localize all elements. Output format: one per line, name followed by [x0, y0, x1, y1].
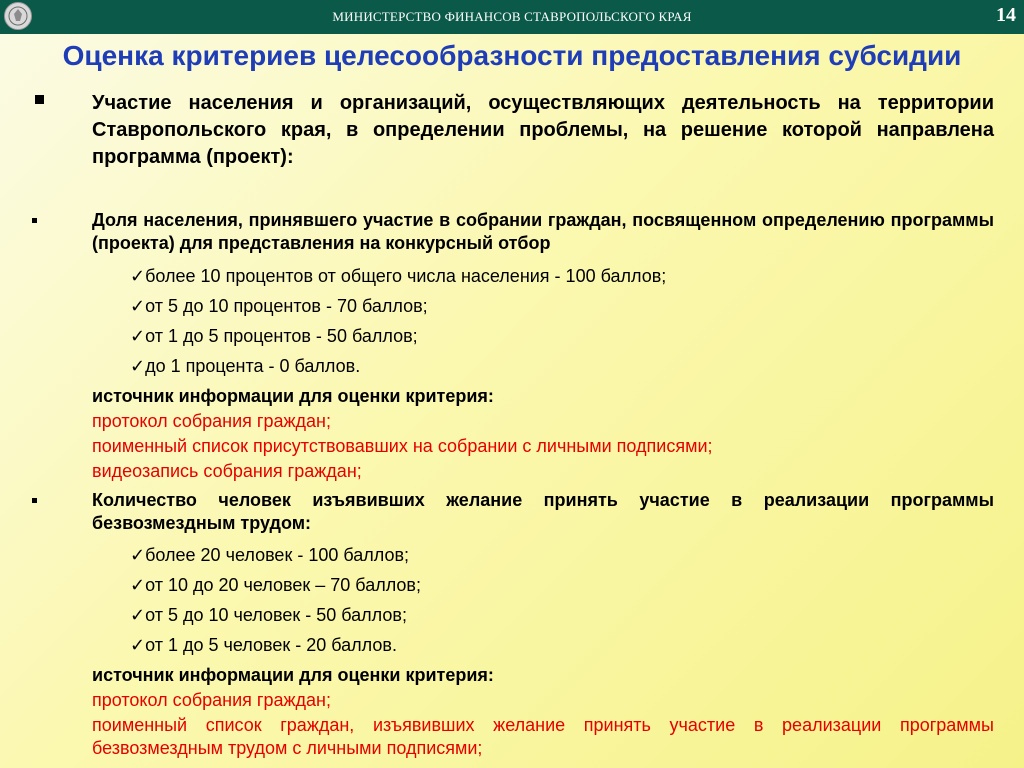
criterion1-source: протокол собрания граждан;: [92, 411, 331, 431]
main-point: Участие населения и организаций, осуществляющих деятельность на территории Ставропольского края, в определении проблемы, на решение которой направлена программа (проект):: [92, 92, 994, 168]
ministry-name: МИНИСТЕРСТВО ФИНАНСОВ СТАВРОПОЛЬСКОГО КРАЯ: [332, 9, 692, 24]
criterion1-source-label: источник информации для оценки критерия:: [92, 386, 494, 406]
criterion1-item: ✓более 10 процентов от общего числа населения - 100 баллов;: [130, 266, 667, 286]
square-bullet-icon: [35, 95, 44, 104]
slide-number: 14: [996, 4, 1016, 26]
check-icon: ✓: [130, 326, 146, 346]
check-icon: ✓: [130, 356, 146, 376]
criterion2-heading: Количество человек изъявивших желание принять участие в реализации программы безвозмездным трудом:: [92, 490, 994, 533]
criterion2-source: протокол собрания граждан;: [92, 690, 331, 710]
criterion2-item: ✓более 20 человек - 100 баллов;: [130, 545, 410, 565]
criterion2-item: ✓от 10 до 20 человек – 70 баллов;: [130, 575, 421, 595]
slide-title: Оценка критериев целесообразности предоставления субсидии: [62, 40, 962, 71]
criterion1-heading: Доля населения, принявшего участие в собрании граждан, посвященном определению программы (проекта) для представления на конкурсный отбор: [92, 210, 994, 253]
criterion2-source: поименный список граждан, изъявивших желание принять участие в реализации программы безвозмездным трудом с личными подписями;: [92, 715, 994, 758]
criterion1-item: ✓от 5 до 10 процентов - 70 баллов;: [130, 296, 428, 316]
small-bullet-icon: [32, 218, 37, 223]
check-icon: ✓: [130, 296, 146, 316]
criterion2-item: ✓от 1 до 5 человек - 20 баллов.: [130, 635, 397, 655]
check-icon: ✓: [130, 266, 146, 286]
criterion1-source: видеозапись собрания граждан;: [92, 461, 362, 481]
criterion1-item: ✓до 1 процента - 0 баллов.: [130, 356, 361, 376]
small-bullet-icon: [32, 498, 37, 503]
check-icon: ✓: [130, 575, 146, 595]
criterion2-item: ✓от 5 до 10 человек - 50 баллов;: [130, 605, 407, 625]
check-icon: ✓: [130, 635, 146, 655]
check-icon: ✓: [130, 605, 146, 625]
check-icon: ✓: [130, 545, 146, 565]
criterion1-item: ✓от 1 до 5 процентов - 50 баллов;: [130, 326, 418, 346]
criterion1-source: поименный список присутствовавших на собрании с личными подписями;: [92, 436, 713, 456]
criterion2-source-label: источник информации для оценки критерия:: [92, 665, 494, 685]
